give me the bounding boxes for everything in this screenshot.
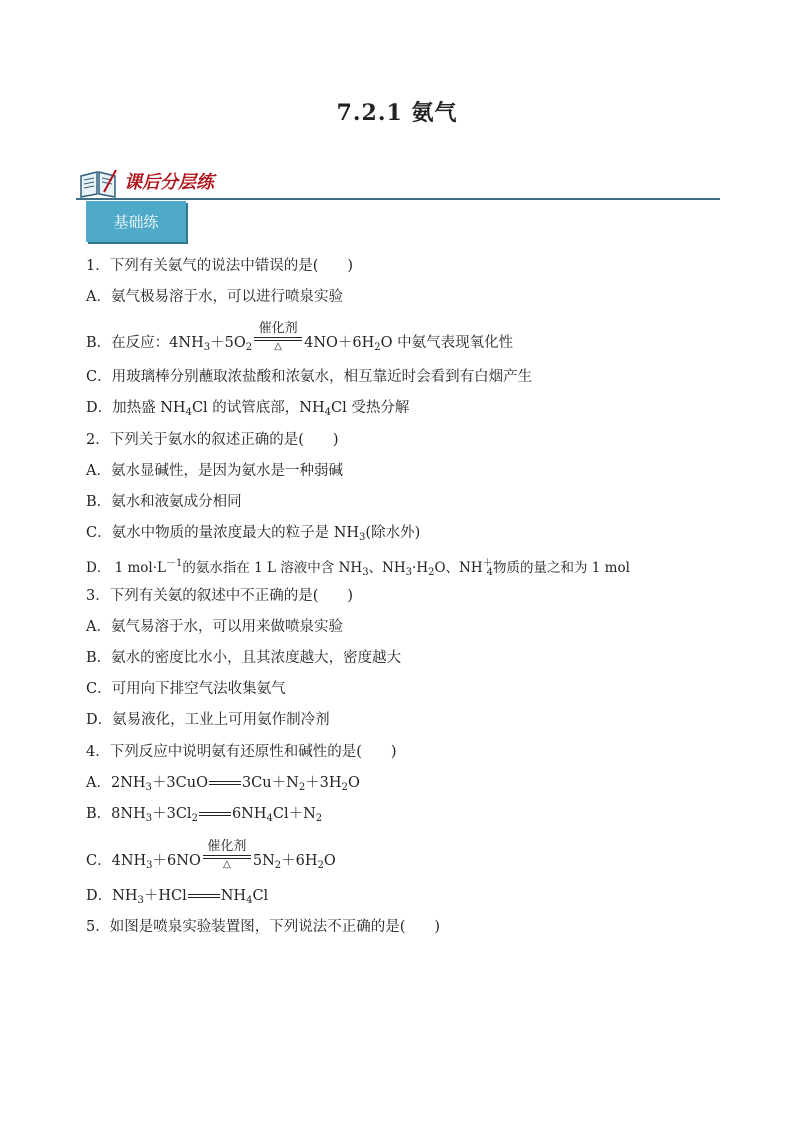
reaction-condition: 催化剂 △ [254, 321, 302, 353]
question-3-option-d: D．氨易液化，工业上可用氨作制冷剂 [86, 712, 330, 728]
section-title: 课后分层练 [124, 172, 214, 193]
section-header [76, 162, 720, 202]
question-1-option-c: C．用玻璃棒分别蘸取浓盐酸和浓氨水，相互靠近时会看到有白烟产生 [86, 369, 533, 385]
question-2-option-d: D． 1 $mol\cdot L^{-1}$的氨水指在 1 L 溶液中含 $NH_3$、$NH_3\cdot H_2O$、$NH^+_4$物质的量之和为 1 mol [86, 558, 630, 578]
question-1-option-d: D．加热盛 $NH_4Cl$ 的试管底部，$NH_4Cl$ 受热分解 [86, 400, 410, 418]
question-4-stem: 4．下列反应中说明氨有还原性和碱性的是( ) [86, 744, 397, 760]
question-3-stem: 3．下列有关氨的叙述中不正确的是( ) [86, 588, 354, 604]
question-1-stem: 1．下列有关氨气的说法中错误的是( ) [86, 258, 354, 274]
tab-basic-practice[interactable]: 基础练 [86, 201, 186, 242]
section-divider [76, 198, 720, 200]
question-2-option-a: A．氨水显碱性，是因为氨水是一种弱碱 [86, 463, 343, 479]
question-2-option-b: B．氨水和液氨成分相同 [86, 494, 242, 510]
question-3-option-a: A．氨气易溶于水，可以用来做喷泉实验 [86, 619, 343, 635]
open-book-icon [78, 168, 118, 198]
question-4-option-c: C．$4NH_3+6NO$ 催化剂 △ $5N_2+6H_2O$ [86, 839, 336, 871]
question-1-option-b: B．在反应：$4NH_3+5O_2$ 催化剂 △ $4NO+6H_2O$ 中氨气表现氧化性 [86, 321, 514, 353]
question-4-option-b: B．$8NH_3+3Cl_2$ $6NH_4Cl+N_2$ [86, 806, 323, 824]
question-3-option-b: B．氨水的密度比水小，且其浓度越大，密度越大 [86, 650, 402, 666]
question-2-stem: 2．下列关于氨水的叙述正确的是( ) [86, 432, 339, 448]
question-1-option-a: A．氨气极易溶于水，可以进行喷泉实验 [86, 289, 343, 305]
reaction-condition: 催化剂 △ [203, 839, 251, 871]
document-title: 7.2.1 氨气 [336, 100, 458, 126]
question-2-option-c: C．氨水中物质的量浓度最大的粒子是 $NH_3$(除水外) [86, 525, 421, 543]
question-3-option-c: C．可用向下排空气法收集氨气 [86, 681, 286, 697]
question-4-option-d: D．$NH_3+HCl$ $NH_4Cl$ [86, 888, 269, 906]
question-4-option-a: A．$2NH_3+3CuO$ $3Cu+N_2+3H_2O$ [86, 775, 360, 793]
question-5-stem: 5．如图是喷泉实验装置图，下列说法不正确的是( ) [86, 919, 441, 935]
